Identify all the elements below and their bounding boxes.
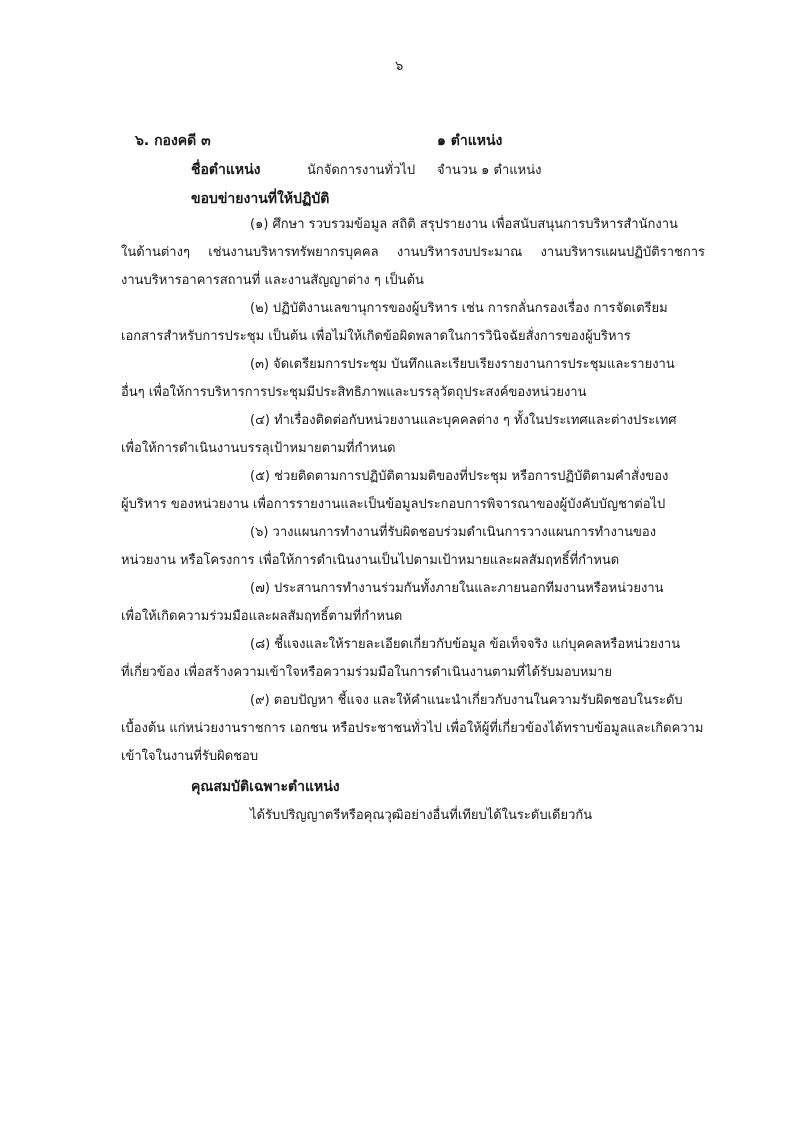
duty-8-line-1: (๘) ชี้แจงและให้รายละเอียดเกี่ยวกับข้อมูล ข้อเท็จจริง แก่บุคคลหรือหน่วยงาน xyxy=(250,637,681,652)
duty-9-line-2: เบื้องต้น แก่หน่วยงานราชการ เอกชน หรือประชาชนทั่วไป เพื่อให้ผู้ที่เกี่ยวข้องได้ทราบข้อมูลและเกิดความ xyxy=(121,721,704,736)
qualification-text: ได้รับปริญญาตรีหรือคุณวุฒิอย่างอื่นที่เทียบได้ในระดับเดียวกัน xyxy=(250,808,593,823)
duty-8-line-2: ที่เกี่ยวข้อง เพื่อสร้างความเข้าใจหรือความร่วมมือในการดำเนินงานตามที่ได้รับมอบหมาย xyxy=(121,665,612,680)
duty-2-line-1: (๒) ปฏิบัติงานเลขานุการของผู้บริหาร เช่น การกลั่นกรองเรื่อง การจัดเตรียม xyxy=(250,301,668,316)
position-name-label: ชื่อตำแหน่ง xyxy=(191,162,261,178)
quantity: จำนวน ๑ ตำแหน่ง xyxy=(437,163,542,178)
duty-4-line-2: เพื่อให้การดำเนินงานบรรลุเป้าหมายตามที่กำหนด xyxy=(121,441,396,456)
unit-heading: ๖. กองคดี ๓ xyxy=(135,133,211,149)
page-number: ๖ xyxy=(395,59,404,74)
duty-6-line-2: หน่วยงาน หรือโครงการ เพื่อให้การดำเนินงานเป็นไปตามเป้าหมายและผลสัมฤทธิ์ที่กำหนด xyxy=(121,553,620,568)
duty-1-line-3: งานบริหารอาคารสถานที่ และงานสัญญาต่าง ๆ เป็นต้น xyxy=(121,273,424,288)
duty-5-line-1: (๕) ช่วยติดตามการปฏิบัติตามมติของที่ประชุม หรือการปฏิบัติตามคำสั่งของ xyxy=(250,469,669,484)
position-name: นักจัดการงานทั่วไป xyxy=(307,163,416,178)
duty-9-line-3: เข้าใจในงานที่รับผิดชอบ xyxy=(121,749,259,764)
position-count: ๑ ตำแหน่ง xyxy=(437,133,503,149)
duty-1-line-1: (๑) ศึกษา รวบรวมข้อมูล สถิติ สรุปรายงาน เพื่อสนับสนุนการบริหารสำนักงาน xyxy=(250,217,678,232)
qualification-heading: คุณสมบัติเฉพาะตำแหน่ง xyxy=(191,779,340,795)
duty-9-line-1: (๙) ตอบปัญหา ชี้แจง และให้คำแนะนำเกี่ยวกับงานในความรับผิดชอบในระดับ xyxy=(250,693,683,708)
duties-heading: ขอบข่ายงานที่ให้ปฏิบัติ xyxy=(191,191,330,207)
duty-3-line-2: อื่นๆ เพื่อให้การบริหารการประชุมมีประสิทธิภาพและบรรลุวัตถุประสงค์ของหน่วยงาน xyxy=(121,385,587,400)
duty-1-line-2: ในด้านต่างๆ เช่นงานบริหารทรัพยากรบุคคล งานบริหารงบประมาณ งานบริหารแผนปฏิบัติราชการ xyxy=(121,245,705,260)
duty-7-line-1: (๗) ประสานการทำงานร่วมกันทั้งภายในและภายนอกทีมงานหรือหน่วยงาน xyxy=(250,581,664,596)
duty-5-line-2: ผู้บริหาร ของหน่วยงาน เพื่อการรายงานและเป็นข้อมูลประกอบการพิจารณาของผู้บังคับบัญชาต่อไป xyxy=(121,497,666,512)
duty-4-line-1: (๔) ทำเรื่องติดต่อกับหน่วยงานและบุคคลต่าง ๆ ทั้งในประเทศและต่างประเทศ xyxy=(250,413,677,428)
duty-6-line-1: (๖) วางแผนการทำงานที่รับผิดชอบร่วมดำเนินการวางแผนการทำงานของ xyxy=(250,525,657,540)
duty-7-line-2: เพื่อให้เกิดความร่วมมือและผลสัมฤทธิ์ตามที่กำหนด xyxy=(121,609,403,624)
duty-3-line-1: (๓) จัดเตรียมการประชุม บันทึกและเรียบเรียงรายงานการประชุมและรายงาน xyxy=(250,357,675,372)
duty-2-line-2: เอกสารสำหรับการประชุม เป็นต้น เพื่อไม่ให้เกิดข้อผิดพลาดในการวินิจฉัยสั่งการของผู้บริหาร xyxy=(121,329,631,344)
